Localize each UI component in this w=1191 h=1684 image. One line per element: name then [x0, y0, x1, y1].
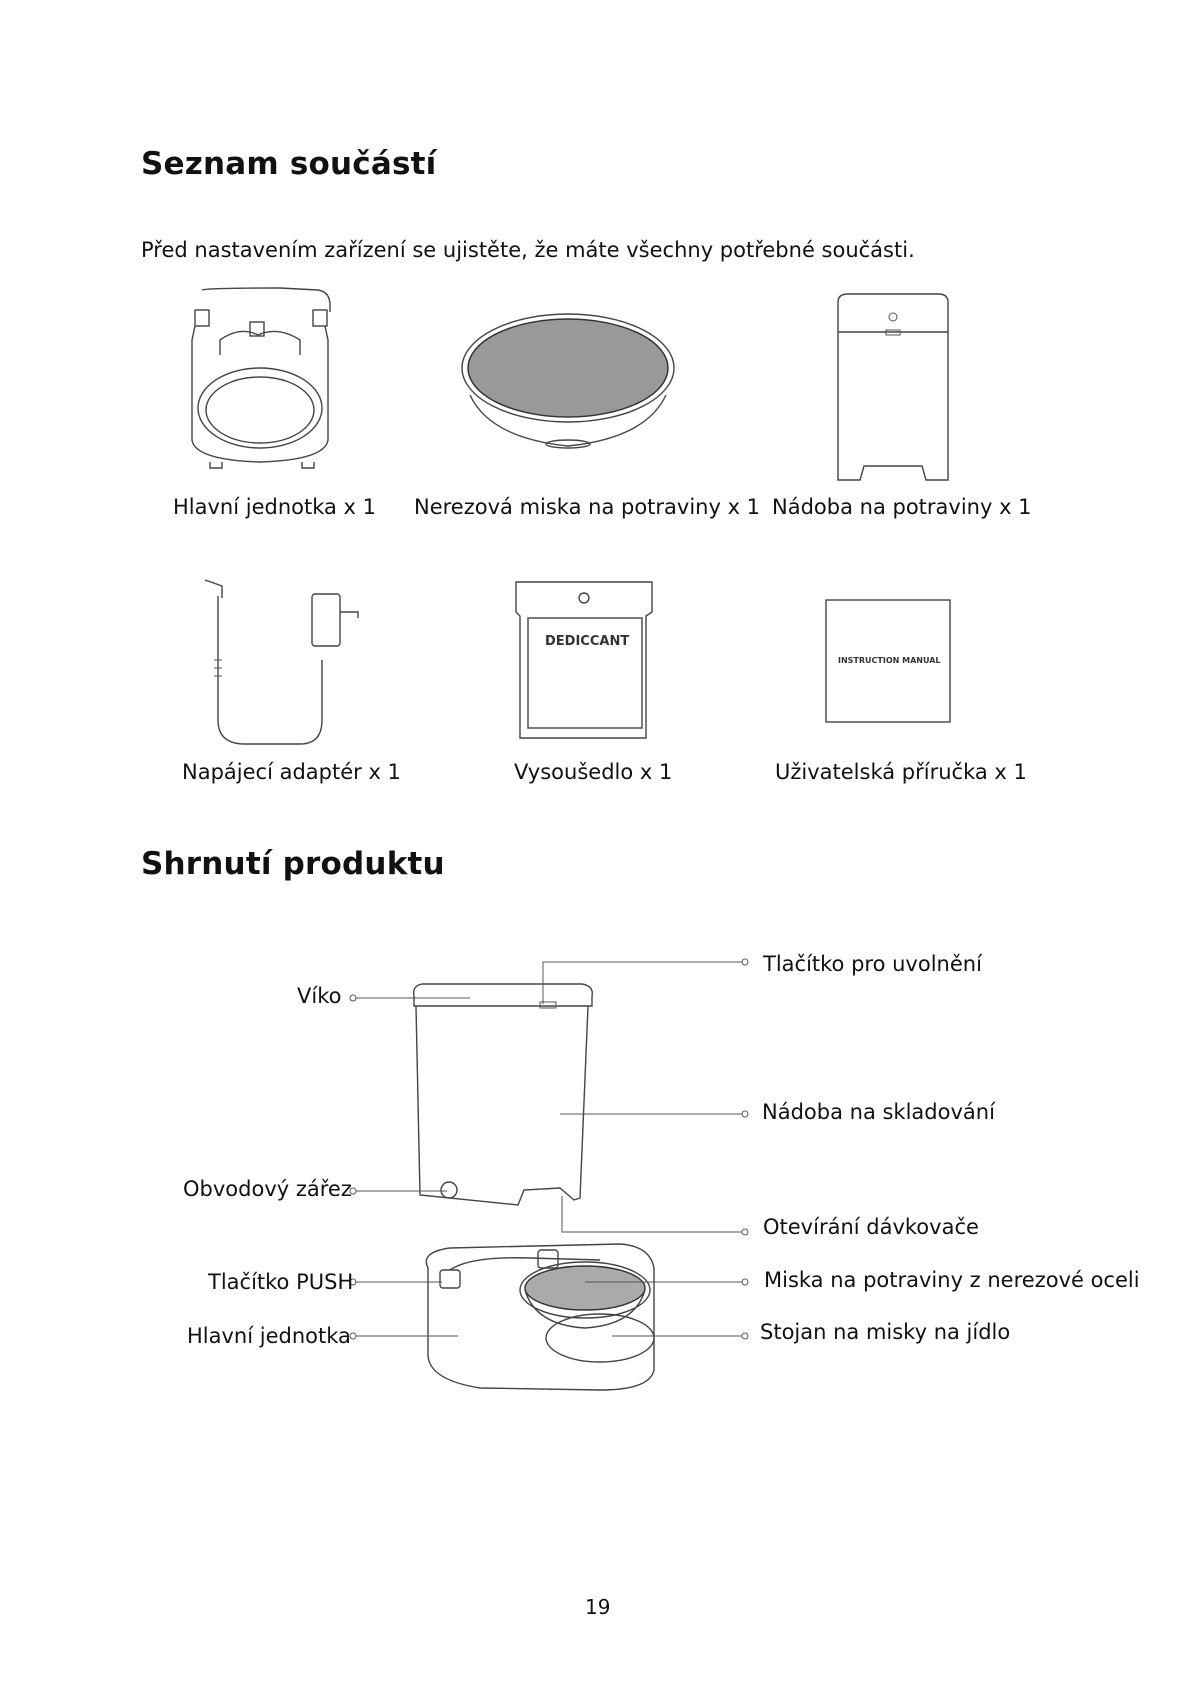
- label-push-button: Tlačítko PUSH: [208, 1270, 354, 1294]
- label-bowl-stand: Stojan na misky na jídlo: [760, 1320, 1011, 1344]
- desiccant-text: DEDICCANT: [545, 634, 630, 649]
- label-dispenser-opening: Otevírání dávkovače: [763, 1215, 979, 1239]
- heading-parts: Seznam součástí: [141, 146, 437, 182]
- heading-summary: Shrnutí produktu: [141, 846, 445, 882]
- label-notch: Obvodový zářez: [183, 1177, 352, 1201]
- caption-adapter: Napájecí adaptér x 1: [182, 760, 401, 784]
- label-lid: Víko: [297, 984, 342, 1008]
- page-number: 19: [585, 1595, 611, 1619]
- caption-main-unit: Hlavní jednotka x 1: [173, 495, 377, 519]
- label-main-unit: Hlavní jednotka: [187, 1324, 351, 1348]
- intro-text: Před nastavením zařízení se ujistěte, že máte všechny potřebné součásti.: [141, 238, 915, 262]
- label-release-button: Tlačítko pro uvolnění: [763, 952, 982, 976]
- caption-manual: Uživatelská příručka x 1: [775, 760, 1027, 784]
- manual-text: INSTRUCTION MANUAL: [838, 656, 941, 665]
- caption-container: Nádoba na potraviny x 1: [772, 495, 1032, 519]
- label-bowl: Miska na potraviny z nerezové oceli: [764, 1268, 1140, 1292]
- label-storage: Nádoba na skladování: [762, 1100, 995, 1124]
- caption-bowl: Nerezová miska na potraviny x 1: [414, 495, 761, 519]
- caption-desiccant: Vysoušedlo x 1: [514, 760, 673, 784]
